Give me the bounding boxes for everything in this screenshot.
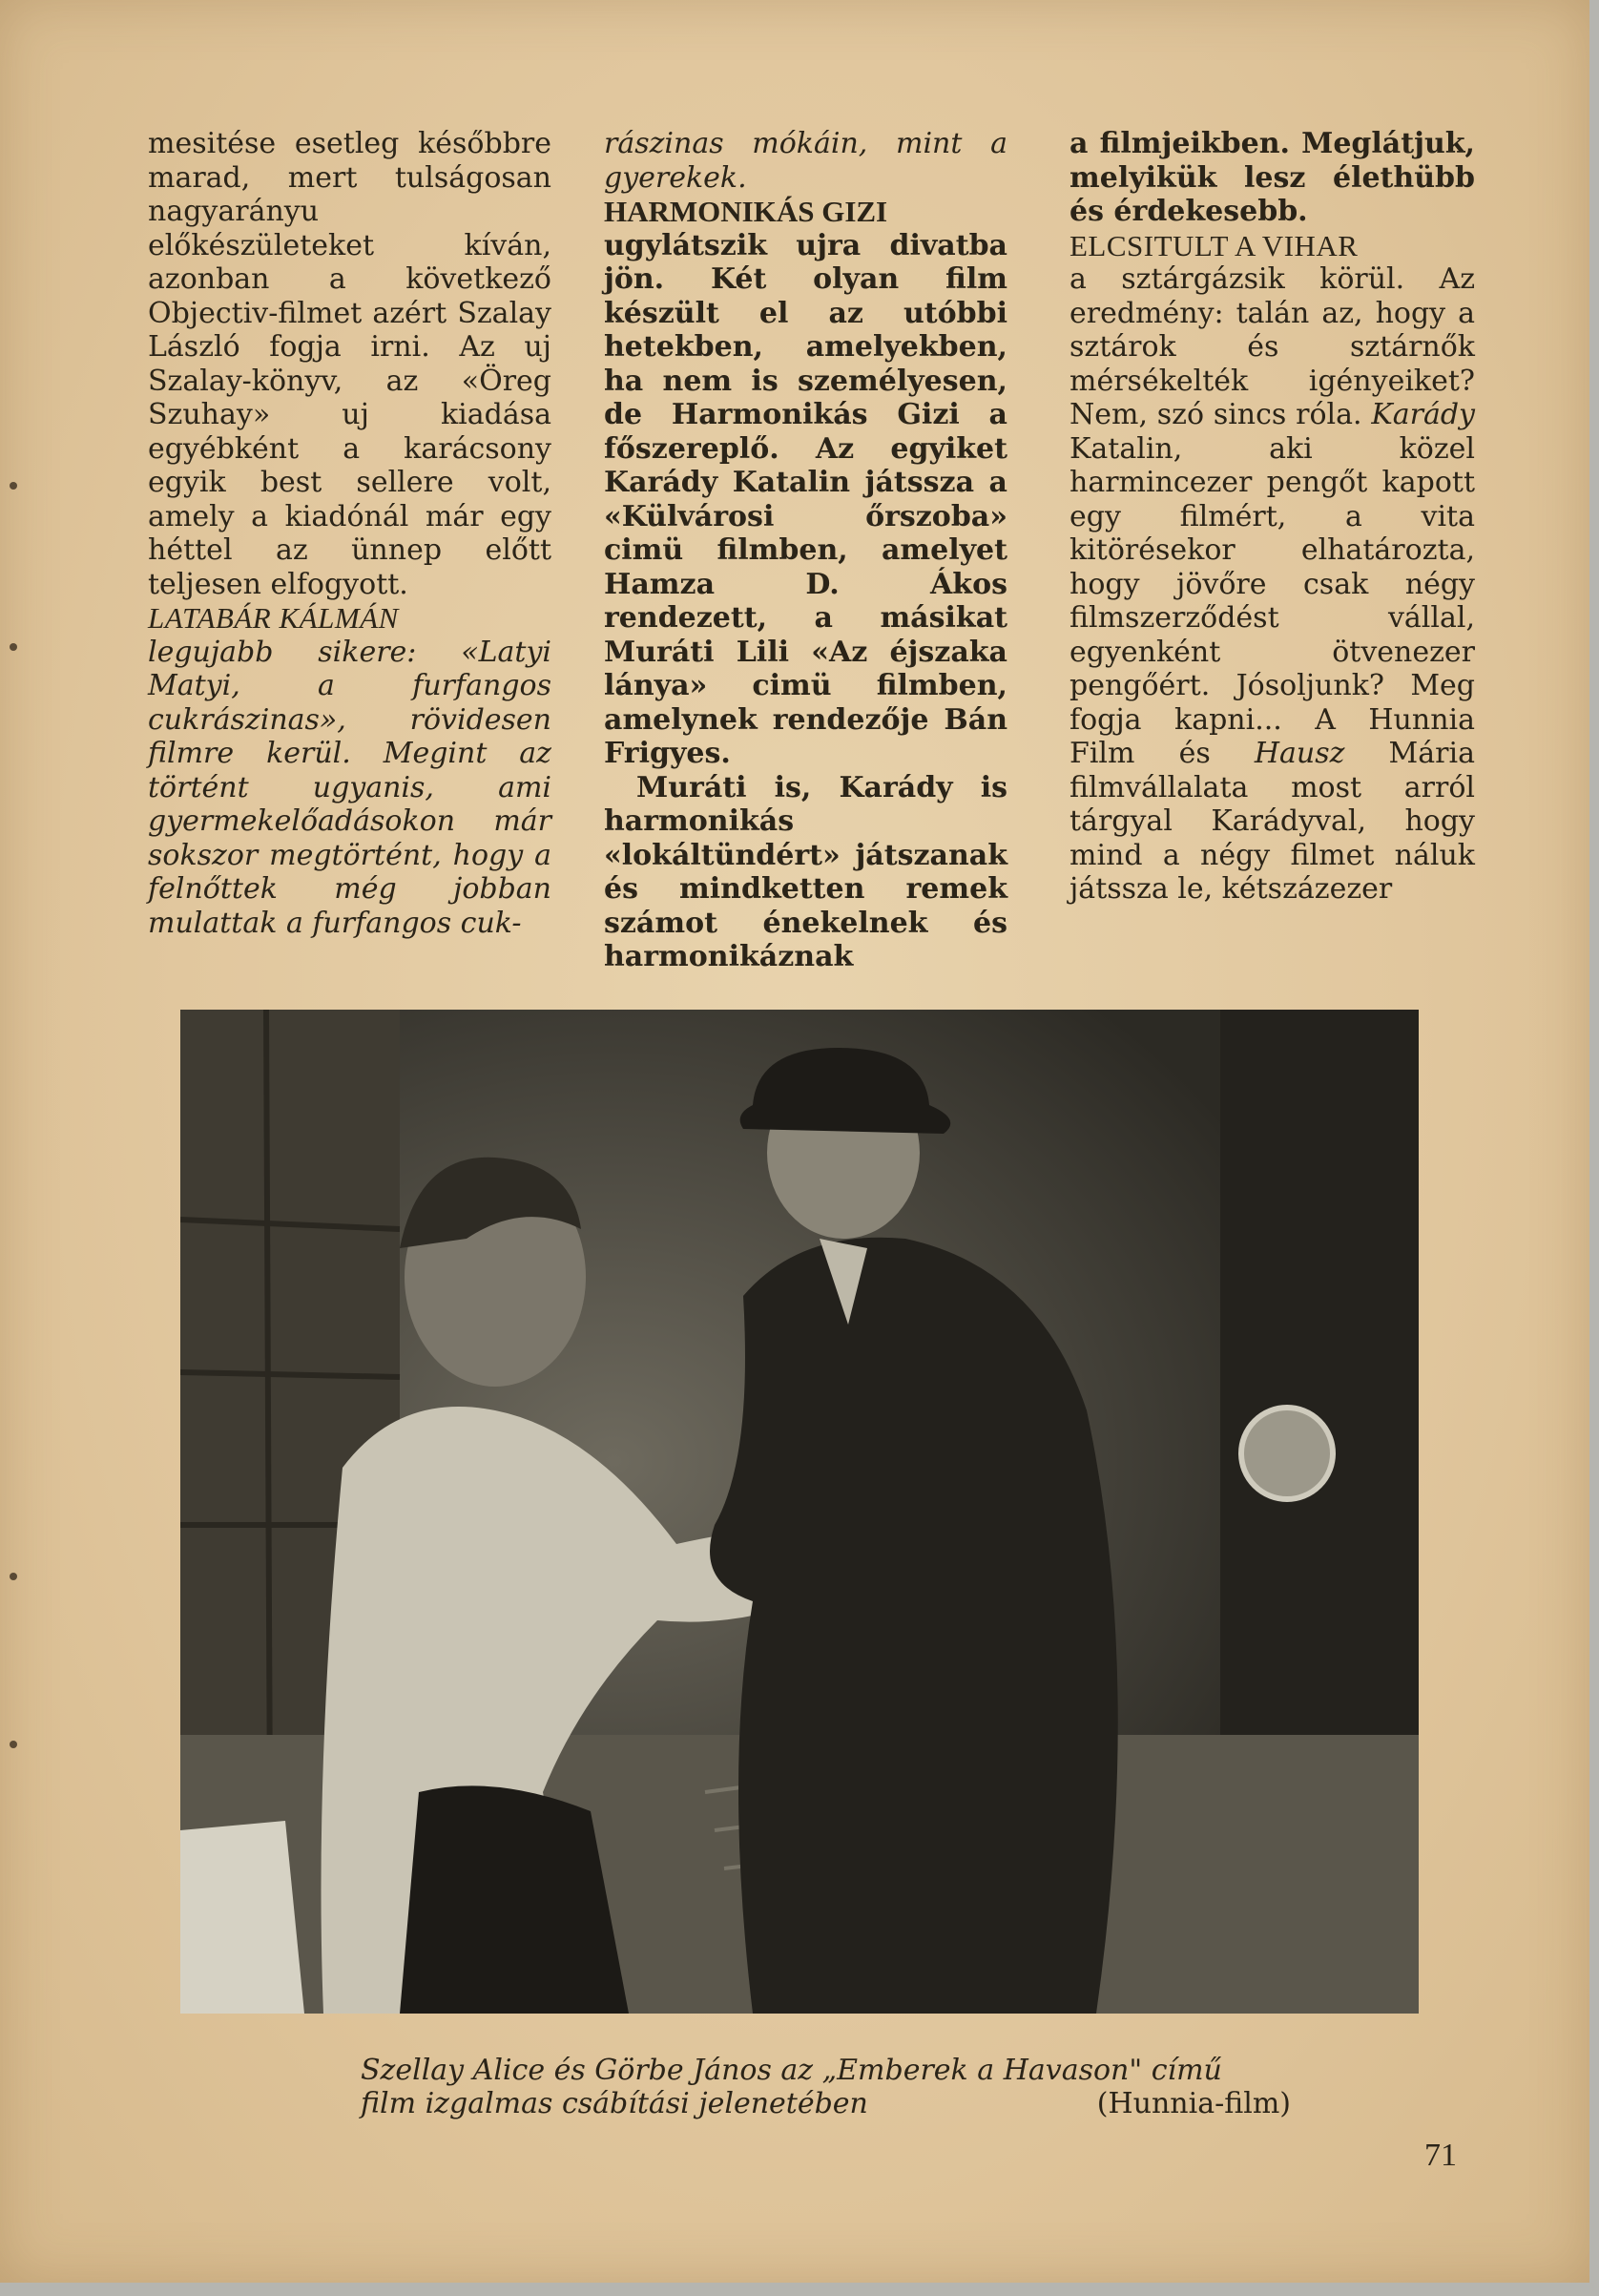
text-span: Katalin, aki közel harmincezer pengőt kapott egy filmért, a vita kitörésekor elhatározta, hogy jövőre csak négy filmszerződést vállal, egyenként ötvenezer pengőért. Jósoljunk? Meg fogja kapni... A Hunnia Film és [1069,431,1475,770]
latabar-heading: LATABÁR KÁLMÁN [148,601,399,635]
text-span: Mária filmvállalata most arról tárgyal Karádyval, hogy mind a négy filmet náluk játssza le, kétszázezer [1069,737,1475,906]
binding-hole [10,482,17,490]
column-3 [1069,127,1475,907]
chair-back [180,1821,304,2014]
column1-paragraph: mesitése esetleg későbbre marad, mert tulságosan nagyarányu előkészületeket kíván, azonban a következő Objectiv-filmet azért Szalay László fogja irni. Az uj Szalay-könyv, az «Öreg Szuhay» uj kiadása egyébként a karácsony egyik best sellere volt, amely a kiadónál már egy héttel az ünnep előtt teljesen elfogyott. [148,127,551,601]
harmonikas-gizi-heading: HARMONIKÁS GIZI [604,195,888,228]
column1-paragraph-2: legujabb sikere: «Latyi Matyi, a furfangos cukrászinas», rövidesen filmre kerül. Megint az történt ugyanis, ami gyermekelőadásokon már sokszor megtörtént, hogy a felnőttek még jobban mulattak a furfangos cuk- [148,635,551,940]
film-still-illustration [180,1010,1419,2014]
binding-hole [10,1573,17,1580]
column2-paragraph-3: Muráti is, Karády is harmonikás «lokáltündért» játszanak és mindketten remek számot énekelnek és harmonikáznak [604,770,1007,973]
elcsitult-heading: ELCSITULT A VIHAR [1069,228,1359,262]
column-1 [148,127,551,940]
caption-credit: (Hunnia-film) [1096,2087,1291,2120]
column2-paragraph-2: ugylátszik ujra divatba jön. Két olyan film készült el az utóbbi hetekben, amelyekben, ha nem is személyesen, de Harmonikás Gizi a főszereplő. Az egyiket Karády Katalin játssza a «Külvárosi őrszoba» cimü filmben, amelyet Hamza D. Ákos rendezett, a másikat Muráti Lili «Az éjszaka lánya» cimü filmben, amelynek rendezője Bán Frigyes. [604,228,1007,770]
caption-line-1: Szellay Alice és Görbe János az „Emberek a Havason" című [361,2054,1222,2087]
page-number: 71 [1424,2138,1457,2173]
text-span: a sztárgázsik körül. Az eredmény: talán az, hogy a sztárok és sztárnők mérsékelték igényeiket? Nem, szó sincs róla. [1069,262,1475,431]
binding-hole [10,643,17,651]
binding-hole [10,1741,17,1748]
caption-text: film izgalmas csábítási jelenetében [361,2087,868,2120]
column2-paragraph: rászinas mókáin, mint a gyerekek. [604,127,1007,195]
column-2 [604,127,1007,974]
caption-line-2 [361,2087,1291,2120]
man-suit [710,1238,1118,2014]
karady-name: Karády [1371,398,1475,431]
column3-paragraph: a filmjeikben. Meglátjuk, melyikük lesz élethübb és érdekesebb. [1069,127,1475,228]
film-still-photo [180,1010,1419,2014]
hausz-name: Hausz [1254,737,1345,770]
column3-paragraph-2 [1069,262,1475,907]
photo-caption [361,2054,1291,2120]
wheel-detail [1241,1408,1333,1499]
